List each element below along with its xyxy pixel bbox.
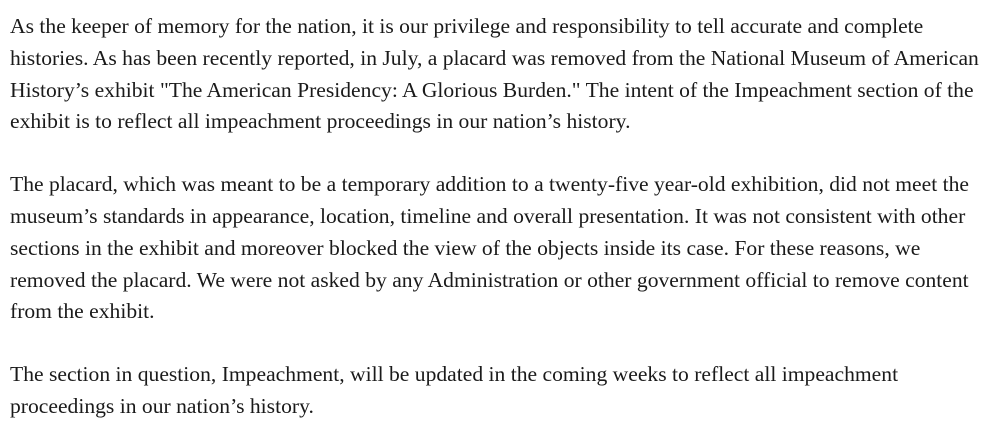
paragraph-impeachment-update: The section in question, Impeachment, will be updated in the coming weeks to reflect all impeachment proceedings in our nation’s history. [10, 362, 899, 418]
paragraph-museum-role: As the keeper of memory for the nation, it is our privilege and responsibility to tell accurate and complete histories. As has been recently reported, in July, a placard was removed from the National Museum of American History’s exhibit "The American Presidency: A Glorious Burden." The intent of the Impeachment section of the exhibit is to reflect all impeachment proceedings in our nation’s history. [10, 14, 979, 134]
paragraph-placard-removal: The placard, which was meant to be a temporary addition to a twenty-five year-old exhibition, did not meet the museum’s standards in appearance, location, timeline and overall presentation. It was not consistent with other sections in the exhibit and moreover blocked the view of the objects inside its case. For these reasons, we removed the placard. We were not asked by any Administration or other government official to remove content from the exhibit. [10, 172, 969, 324]
